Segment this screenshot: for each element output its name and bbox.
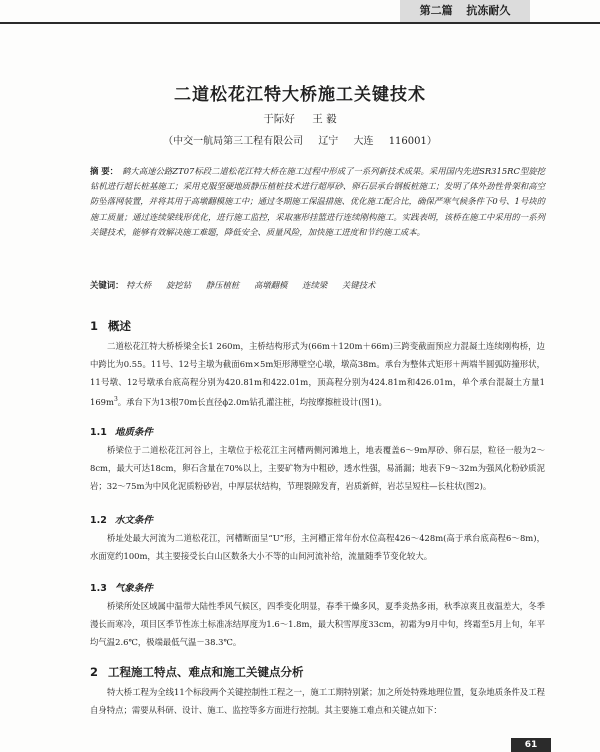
abstract-text: 鹤大高速公路ZT07标段二道松花江特大桥在施工过程中形成了一系列新技术成果。采用国内先进SR315RC型旋挖钻机进行超长桩基施工；采用克服坚硬地质静压植桩技术进行超厚砂、卵石层承台钢板桩施工；发明了体外劲性骨架和高空防坠落网装置，并将其用于高墩翻模施工中；通过冬期施工保温措施、优化施工配合比，确保严寒气候条件下0号、1号块的施工质量；通过连续梁线形优化，进行施工监控，采取塞形挂篮进行连续刚构施工。实践表明，该桥在施工中采用的一系列关键技术，能够有效解决施工难题，降低安全、质量风险，加快施工进度和节约施工成本。 xyxy=(90,166,545,237)
paragraph-text: 二道松花江特大桥桥梁全长1 260m，主桥结构形式为(66m＋120m＋66m)三跨变截面预应力混凝土连续刚构桥，边中跨比为0.55。11号、12号主墩为截面6m×5m矩形薄壁空心墩，墩高38m。承台为整体式矩形＋两端半圆弧防撞形状，11号墩、12号墩承台底高程分别为420.81m和422.01m，顶高程分别为424.81m和426.01m，单个承台混凝土方量1 169m xyxy=(90,341,545,408)
theme-label: 抗冻耐久 xyxy=(466,4,511,17)
keyword: 旋挖钻 xyxy=(165,280,192,290)
section-title: 概述 xyxy=(108,319,132,333)
affiliation-city: 大连 xyxy=(353,136,374,147)
keyword: 静压植桩 xyxy=(205,280,240,290)
subsection-number: 1.2 xyxy=(90,515,107,526)
authors xyxy=(0,111,600,126)
author: 王 毅 xyxy=(312,113,337,125)
affiliation-postcode: 116001） xyxy=(388,136,437,147)
subsection-title: 地质条件 xyxy=(114,427,153,438)
section-heading xyxy=(90,318,131,334)
keyword: 高墩翻模 xyxy=(253,280,288,290)
subsection-number: 1.3 xyxy=(90,583,107,594)
section-tab xyxy=(400,0,530,22)
affiliation-org: （中交一航局第三工程有限公司 xyxy=(163,136,304,147)
author: 于际好 xyxy=(263,113,295,125)
section-title: 工程施工特点、难点和施工关键点分析 xyxy=(108,665,304,679)
keywords xyxy=(90,278,545,292)
paragraph-text: 。承台下为13根70m长直径ϕ2.0m钻孔灌注桩，均按摩擦桩设计(图1)。 xyxy=(117,397,387,408)
paper-title: 二道松花江特大桥施工关键技术 xyxy=(174,85,426,105)
running-header xyxy=(0,0,600,26)
part-label: 第二篇 xyxy=(419,4,453,17)
affiliation xyxy=(0,132,600,147)
section-number: 1 xyxy=(90,319,99,333)
subsection-heading xyxy=(90,580,153,594)
subsection-title: 水文条件 xyxy=(114,515,153,526)
paragraph xyxy=(90,338,545,412)
keywords-label: 关键词： xyxy=(90,280,124,290)
paragraph: 桥址处最大河流为二道松花江，河槽断面呈“U”形，主河槽正常年份水位高程426～428m(高于承台底高程6～8m)，水面宽约100m，其主要接受长白山区数条大小不等的山间河流补给，流量随季节变化较大。 xyxy=(90,533,545,561)
keyword: 连续梁 xyxy=(302,280,328,290)
keyword: 关键技术 xyxy=(341,280,376,290)
keyword: 特大桥 xyxy=(126,280,152,290)
header-rule xyxy=(0,22,600,24)
paragraph: 特大桥工程为全线11个标段两个关键控制性工程之一，施工工期特别紧；加之所处特殊地理位置，复杂地质条件及工程自身特点；需要从科研、设计、施工、监控等多方面进行控制。其主要施工难点和关键点如下： xyxy=(90,687,545,715)
paragraph: 桥梁所处区域属中温带大陆性季风气候区，四季变化明显，春季干燥多风，夏季炎热多雨，秋季凉爽且夜温差大，冬季漫长而寒冷，项目区季节性冻土标准冻结厚度为1.6～1.8m，最大积雪厚度33cm，初霜为9月中旬，终霜至5月上旬，年平均气温2.6℃，极端最低气温－38.3℃。 xyxy=(90,601,545,647)
abstract-label: 摘 要： xyxy=(90,166,119,176)
page-number: 61 xyxy=(511,738,551,752)
paragraph: 桥梁位于二道松花江河谷上，主墩位于松花江主河槽两侧河滩地上，地表覆盖6～9m厚砂、卵石层，粒径一般为2～8cm，最大可达18cm，卵石含量在70%以上，主要矿物为中粗砂，透水性强，易涌漏；地表下9～32m为强风化粉砂质泥岩；32～75m为中风化泥质粉砂岩，中厚层状结构，节理裂隙发育，岩质新鲜，岩芯呈短柱—长柱状(图2)。 xyxy=(90,445,545,491)
section-heading xyxy=(90,664,304,680)
subsection-heading xyxy=(90,512,153,526)
subsection-heading xyxy=(90,424,153,438)
subsection-title: 气象条件 xyxy=(114,583,153,594)
superscript: 3 xyxy=(113,396,118,404)
subsection-number: 1.1 xyxy=(90,427,107,438)
abstract xyxy=(90,164,545,240)
affiliation-province: 辽宁 xyxy=(318,136,339,147)
section-number: 2 xyxy=(90,665,99,679)
